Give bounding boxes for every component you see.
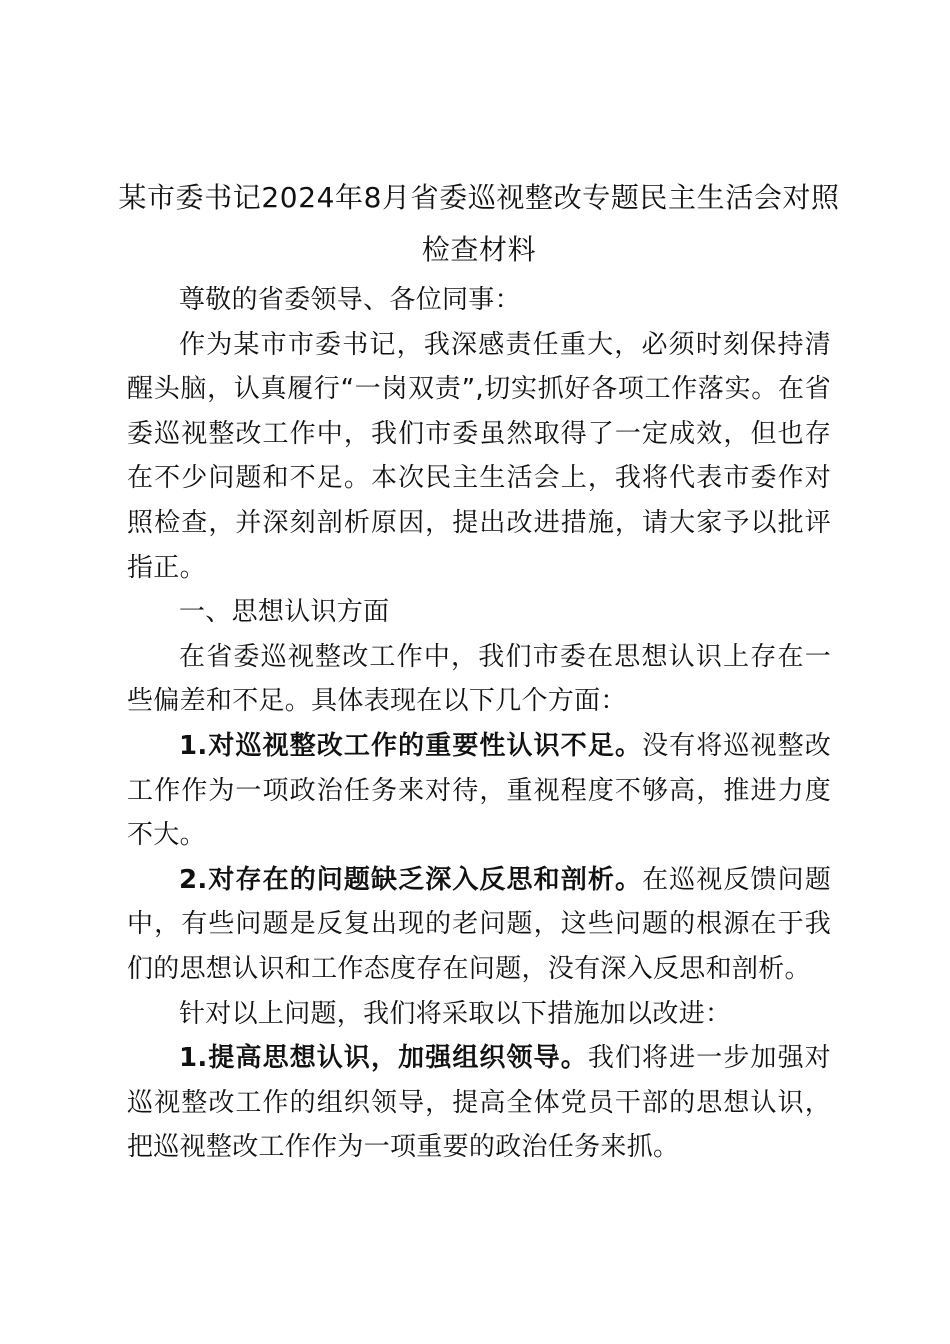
paragraph-text: 我们将进一步加强对巡视整改工作的组织领导，提高全体党员干部的思想认识，把巡视整改工作作为一项重要的政治任务来抓。	[127, 1043, 831, 1163]
body-paragraph	[127, 992, 831, 1037]
problem-item-2	[127, 858, 831, 992]
paragraph-lead: 2.对存在的问题缺乏深入反思和剖析。	[179, 864, 643, 895]
paragraph-lead: 1.提高思想认识，加强组织领导。	[179, 1043, 588, 1074]
paragraph-text: 针对以上问题，我们将采取以下措施加以改进：	[179, 998, 732, 1029]
paragraph-text: 一、思想认识方面	[179, 597, 390, 628]
document-body	[118, 172, 840, 1170]
body-paragraph	[127, 635, 831, 724]
paragraph-text: 作为某市市委书记，我深感责任重大，必须时刻保持清醒头脑，认真履行“一岗双责”,切实抓好各项工作落实。在省委巡视整改工作中，我们市委虽然取得了一定成效，但也存在不少问题和不足。本次民主生活会上，我将代表市委作对照检查，并深刻剖析原因，提出改进措施，请大家予以批评指正。	[127, 329, 831, 583]
paragraph-text: 在省委巡视整改工作中，我们市委在思想认识上存在一些偏差和不足。具体表现在以下几个方面：	[127, 641, 831, 717]
paragraph-lead: 1.对巡视整改工作的重要性认识不足。	[179, 730, 643, 761]
section-heading	[127, 590, 831, 635]
problem-item-1	[127, 724, 831, 858]
salutation-paragraph	[127, 278, 831, 323]
paragraph-text: 尊敬的省委领导、各位同事：	[179, 285, 521, 315]
paragraph-text: 没有将巡视整改工作作为一项政治任务来对待，重视程度不够高，推进力度不大。	[127, 730, 831, 851]
paragraph-text: 在巡视反馈问题中，有些问题是反复出现的老问题，这些问题的根源在于我们的思想认识和工作态度存在问题，没有深入反思和剖析。	[127, 864, 831, 984]
intro-paragraph	[127, 323, 831, 591]
measure-item-1	[127, 1036, 831, 1170]
document-title: 某市委书记2024年8月省委巡视整改专题民主生活会对照检查材料	[118, 181, 840, 266]
